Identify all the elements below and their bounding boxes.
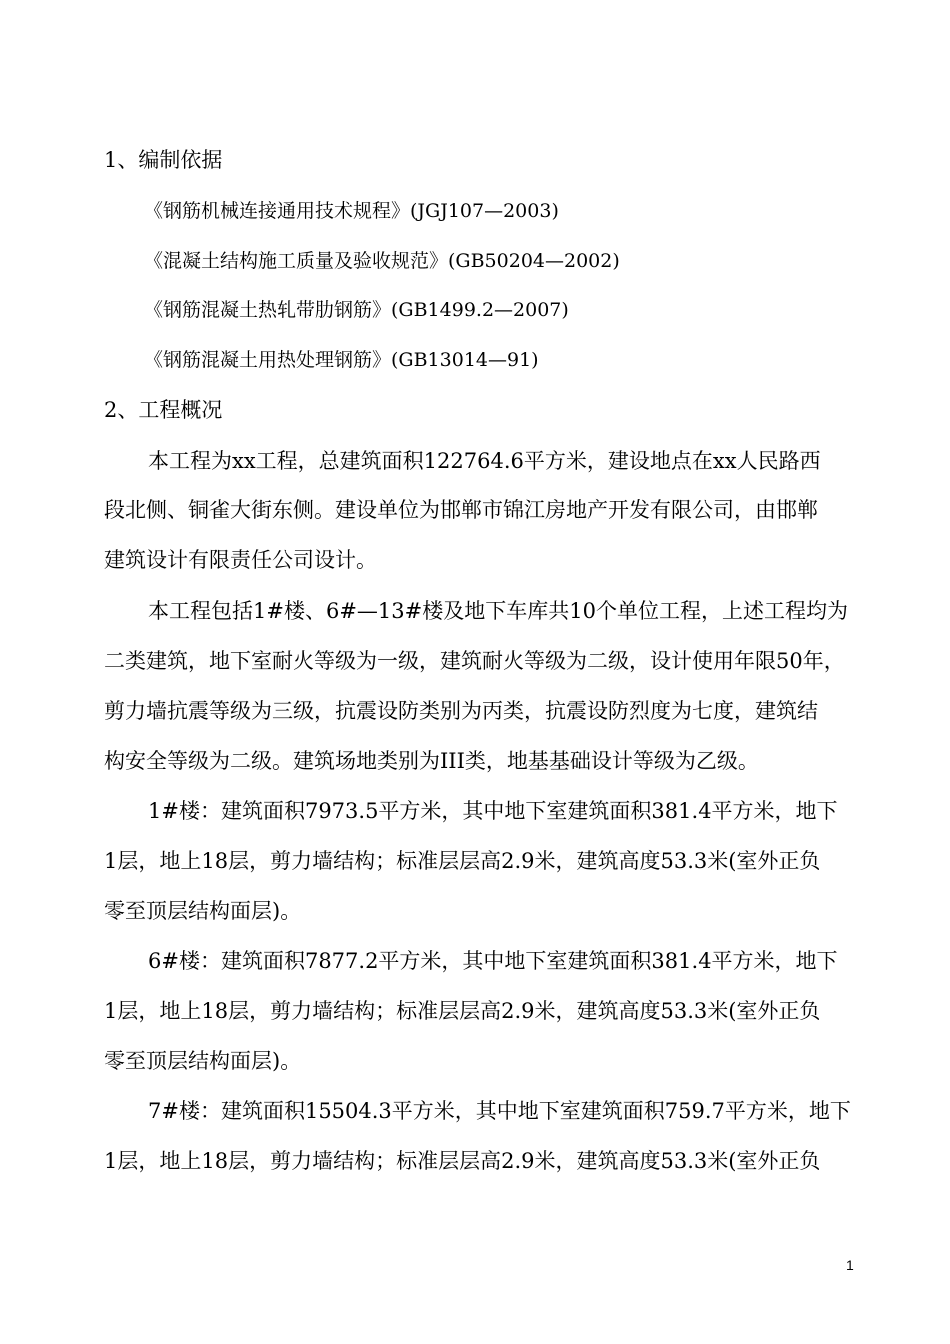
reference-4: 《钢筋混凝土用热处理钢筋》(GB13014—91) [144, 349, 539, 371]
paragraph-line: 6#楼：建筑面积7877.2平方米，其中地下室建筑面积381.4平方米，地下 [148, 949, 838, 973]
paragraph-line: 建筑设计有限责任公司设计。 [104, 548, 377, 572]
paragraph-line: 构安全等级为二级。建筑场地类别为III类，地基基础设计等级为乙级。 [104, 749, 759, 773]
paragraph-line: 本工程包括1#楼、6#—13#楼及地下车库共10个单位工程，上述工程均为 [148, 599, 848, 623]
paragraph-line: 1#楼：建筑面积7973.5平方米，其中地下室建筑面积381.4平方米，地下 [148, 799, 838, 823]
reference-1: 《钢筋机械连接通用技术规程》(JGJ107—2003) [144, 200, 559, 222]
paragraph-line: 1层，地上18层，剪力墙结构；标准层层高2.9米，建筑高度53.3米(室外正负 [104, 1149, 821, 1173]
section-1-heading: 1、编制依据 [104, 148, 223, 172]
paragraph-line: 零至顶层结构面层)。 [104, 1049, 302, 1073]
section-2-heading: 2、工程概况 [104, 398, 223, 422]
paragraph-line: 二类建筑，地下室耐火等级为一级，建筑耐火等级为二级，设计使用年限50年， [104, 649, 845, 673]
page-number: 1 [846, 1257, 854, 1273]
paragraph-line: 剪力墙抗震等级为三级，抗震设防类别为丙类，抗震设防烈度为七度，建筑结 [104, 699, 818, 723]
reference-2: 《混凝土结构施工质量及验收规范》(GB50204—2002) [144, 250, 620, 272]
paragraph-line: 本工程为xx工程，总建筑面积122764.6平方米，建设地点在xx人民路西 [148, 449, 821, 473]
reference-3: 《钢筋混凝土热轧带肋钢筋》(GB1499.2—2007) [144, 299, 569, 321]
paragraph-line: 段北侧、铜雀大街东侧。建设单位为邯郸市锦江房地产开发有限公司，由邯郸 [104, 498, 818, 522]
paragraph-line: 零至顶层结构面层)。 [104, 899, 302, 923]
paragraph-line: 1层，地上18层，剪力墙结构；标准层层高2.9米，建筑高度53.3米(室外正负 [104, 849, 821, 873]
paragraph-line: 1层，地上18层，剪力墙结构；标准层层高2.9米，建筑高度53.3米(室外正负 [104, 999, 821, 1023]
paragraph-line: 7#楼：建筑面积15504.3平方米，其中地下室建筑面积759.7平方米，地下 [148, 1099, 851, 1123]
